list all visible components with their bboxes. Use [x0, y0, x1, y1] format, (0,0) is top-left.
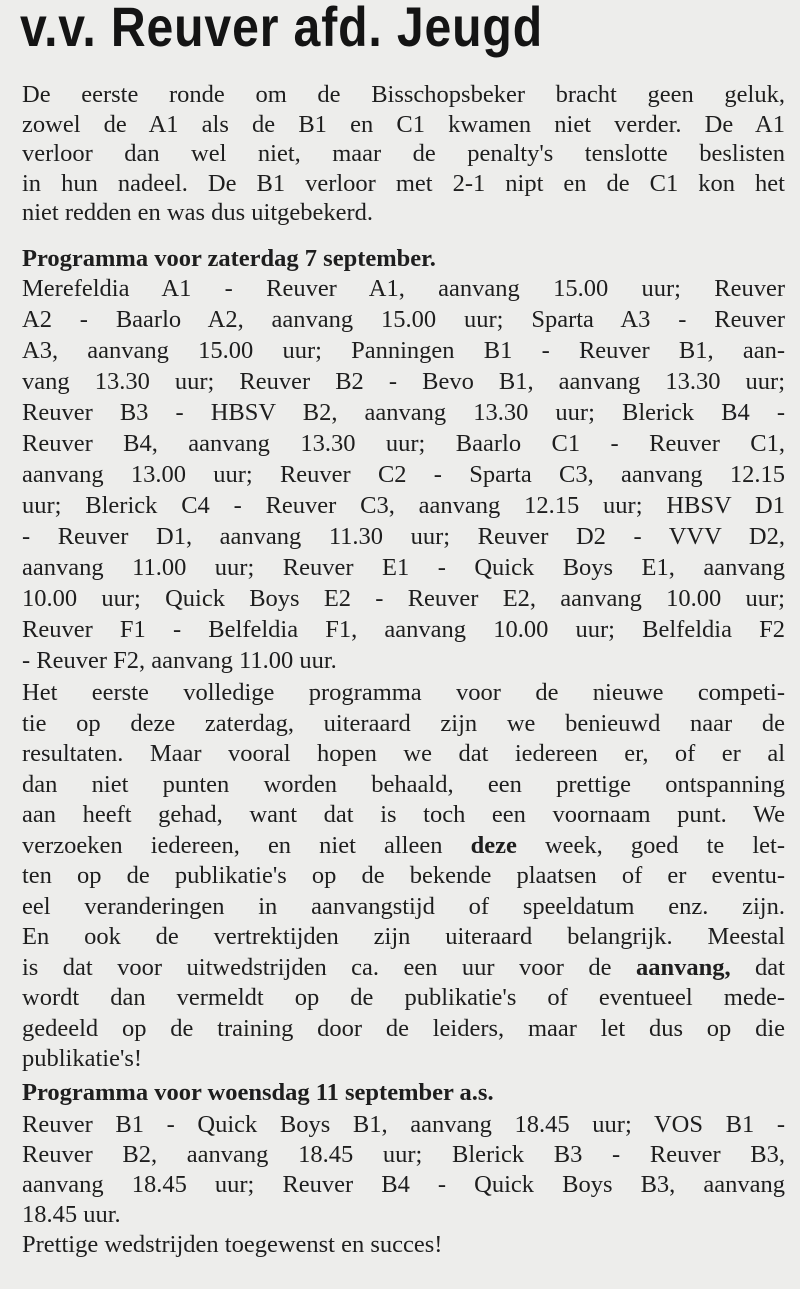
- text-line: vang 13.30 uur; Reuver B2 - Bevo B1, aanvang 13.30 uur;: [22, 368, 785, 395]
- text-line: - Reuver F2, aanvang 11.00 uur.: [22, 647, 337, 674]
- text-line: [22, 953, 785, 984]
- text-line: aan heeft gehad, want dat is toch een voornaam punt. We: [22, 801, 785, 828]
- text-line: Het eerste volledige programma voor de nieuwe competi-: [22, 679, 785, 706]
- text-line: Programma voor woensdag 11 september a.s.: [22, 1079, 494, 1106]
- text-line: uur; Blerick C4 - Reuver C3, aanvang 12.15 uur; HBSV D1: [22, 492, 785, 519]
- text-line: De eerste ronde om de Bisschopsbeker bracht geen geluk,: [22, 81, 785, 108]
- article-title: v.v. Reuver afd. Jeugd: [20, 0, 543, 58]
- text-line: Reuver B2, aanvang 18.45 uur; Blerick B3 - Reuver B3,: [22, 1141, 785, 1168]
- text-line: Reuver F1 - Belfeldia F1, aanvang 10.00 uur; Belfeldia F2: [22, 616, 785, 643]
- text-line: aanvang 11.00 uur; Reuver E1 - Quick Boys E1, aanvang: [22, 554, 785, 581]
- paragraph-competition-text: [22, 678, 785, 1075]
- bold-text: deze: [470, 831, 517, 859]
- text-line: Prettige wedstrijden toegewenst en succes!: [22, 1231, 443, 1258]
- bold-text: aanvang,: [635, 953, 731, 981]
- text-line: Reuver B3 - HBSV B2, aanvang 13.30 uur; Blerick B4 -: [22, 399, 785, 426]
- text-line: aanvang 13.00 uur; Reuver C2 - Sparta C3, aanvang 12.15: [22, 461, 785, 488]
- section-heading: [22, 244, 785, 273]
- text-line: aanvang 18.45 uur; Reuver B4 - Quick Boys B3, aanvang: [22, 1171, 785, 1198]
- text-line: in hun nadeel. De B1 verloor met 2-1 nipt en de C1 kon het: [22, 169, 785, 197]
- text-segment: week, goed te let-: [516, 831, 785, 859]
- text-line: Reuver B4, aanvang 13.30 uur; Baarlo C1 - Reuver C1,: [22, 430, 785, 457]
- text-line: gedeeld op de training door de leiders, maar let dus op die: [22, 1014, 785, 1042]
- paragraph-wednesday-program: [22, 1110, 785, 1260]
- text-line: tie op deze zaterdag, uiteraard zijn we benieuwd naar de: [22, 709, 785, 737]
- text-line: verloor dan wel niet, maar de penalty's tenslotte beslisten: [22, 140, 785, 167]
- text-line: A3, aanvang 15.00 uur; Panningen B1 - Reuver B1, aan-: [22, 337, 785, 364]
- paragraph-intro: [22, 80, 785, 228]
- text-line: En ook de vertrektijden zijn uiteraard belangrijk. Meestal: [22, 923, 785, 950]
- text-segment: is dat voor uitwedstrijden ca. een uur voor de: [22, 953, 636, 981]
- text-line: eel veranderingen in aanvangstijd of speeldatum enz. zijn.: [22, 892, 785, 920]
- text-line: Programma voor zaterdag 7 september.: [22, 245, 436, 272]
- text-line: 18.45 uur.: [22, 1201, 121, 1228]
- text-line: A2 - Baarlo A2, aanvang 15.00 uur; Sparta A3 - Reuver: [22, 306, 785, 333]
- section-heading: [22, 1078, 785, 1108]
- paragraph-saturday-program: [22, 273, 785, 676]
- text-line: niet redden en was dus uitgebekerd.: [22, 199, 374, 226]
- text-line: dan niet punten worden behaald, een prettige ontspanning: [22, 770, 785, 798]
- text-line: - Reuver D1, aanvang 11.30 uur; Reuver D2 - VVV D2,: [22, 523, 785, 550]
- text-line: [22, 831, 785, 862]
- text-line: wordt dan vermeldt op de publikatie's of eventueel mede-: [22, 984, 785, 1011]
- text-line: Merefeldia A1 - Reuver A1, aanvang 15.00 uur; Reuver: [22, 275, 785, 302]
- text-line: 10.00 uur; Quick Boys E2 - Reuver E2, aanvang 10.00 uur;: [22, 585, 785, 612]
- text-line: ten op de publikatie's op de bekende plaatsen of er eventu-: [22, 862, 785, 889]
- text-line: Reuver B1 - Quick Boys B1, aanvang 18.45 uur; VOS B1 -: [22, 1111, 785, 1138]
- text-segment: dat: [730, 953, 785, 981]
- text-line: zowel de A1 als de B1 en C1 kwamen niet verder. De A1: [22, 110, 785, 138]
- text-line: resultaten. Maar vooral hopen we dat iedereen er, of er al: [22, 740, 785, 767]
- text-segment: verzoeken iedereen, en niet alleen: [22, 831, 471, 859]
- text-line: publikatie's!: [22, 1045, 143, 1072]
